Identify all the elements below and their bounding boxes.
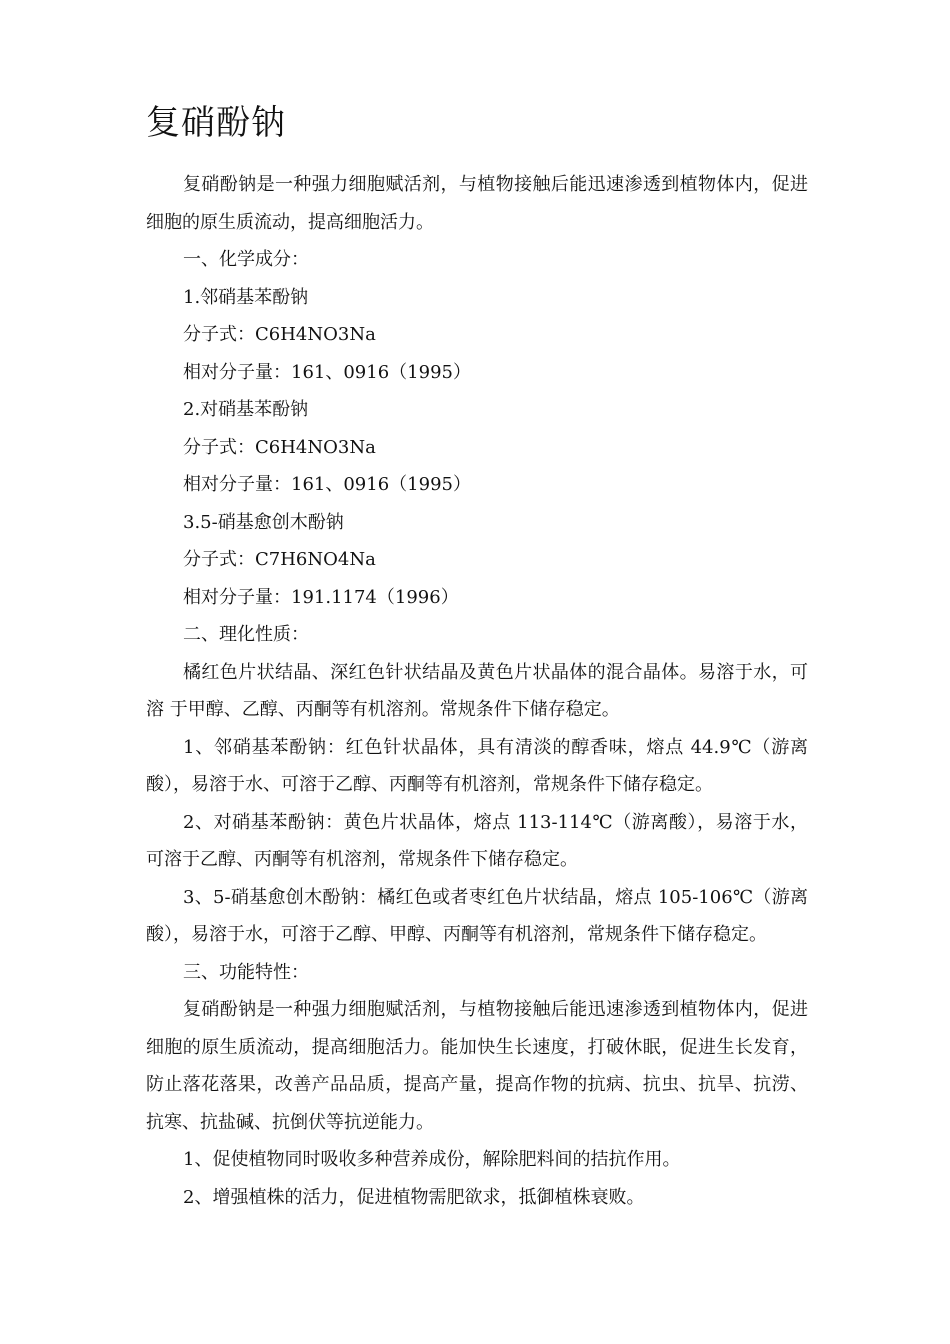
section-heading-chemical-composition: 一、化学成分：: [183, 249, 309, 270]
compound-name-1: 1.邻硝基苯酚钠: [183, 286, 309, 308]
paragraph-properties-overview: 橘红色片状结晶、深红色针状结晶及黄色片状晶体的混合晶体。易溶于水，可溶 于甲醇、乙醇、丙酮等有机溶剂。常规条件下储存稳定。: [146, 661, 808, 720]
section-heading-properties: 二、理化性质：: [183, 624, 309, 645]
document-title: 复硝酚钠: [146, 103, 286, 143]
molecular-weight-1: 相对分子量：161、0916（1995）: [183, 361, 471, 383]
molecular-weight-2: 相对分子量：161、0916（1995）: [183, 474, 471, 495]
paragraph-function-2: 2、增强植株的活力，促进植物需肥欲求，抵御植株衰败。: [183, 1186, 645, 1208]
molecular-weight-3: 相对分子量：191.1174（1996）: [183, 586, 459, 608]
paragraph-property-3: 3、5-硝基愈创木酚钠：橘红色或者枣红色片状结晶，熔点 105-106℃（游离酸），易溶于水，可溶于乙醇、甲醇、丙酮等有机溶剂，常规条件下储存稳定。: [146, 886, 808, 945]
compound-name-3: 3.5-硝基愈创木酚钠: [183, 511, 344, 533]
molecular-formula-3: 分子式：C7H6NO4Na: [183, 549, 376, 570]
paragraph-intro: 复硝酚钠是一种强力细胞赋活剂，与植物接触后能迅速渗透到植物体内，促进细胞的原生质流动，提高细胞活力。: [146, 174, 808, 233]
paragraph-property-2: 2、对硝基苯酚钠：黄色片状晶体，熔点 113-114℃（游离酸），易溶于水，可溶于乙醇、丙酮等有机溶剂，常规条件下储存稳定。: [146, 811, 808, 870]
paragraph-functions-overview: 复硝酚钠是一种强力细胞赋活剂，与植物接触后能迅速渗透到植物体内，促进细胞的原生质流动，提高细胞活力。能加快生长速度，打破休眠，促进生长发育，防止落花落果，改善产品品质，提高产量，提高作物的抗病、抗虫、抗旱、抗涝、抗寒、抗盐碱、抗倒伏等抗逆能力。: [146, 999, 808, 1133]
molecular-formula-2: 分子式：C6H4NO3Na: [183, 436, 376, 458]
section-heading-functions: 三、功能特性：: [183, 961, 309, 983]
compound-name-2: 2.对硝基苯酚钠: [183, 399, 309, 420]
document-body: [146, 166, 808, 1216]
paragraph-property-1: 1、邻硝基苯酚钠：红色针状晶体，具有清淡的醇香味，熔点 44.9℃（游离酸），易溶于水、可溶于乙醇、丙酮等有机溶剂，常规条件下储存稳定。: [146, 736, 808, 795]
molecular-formula-1: 分子式：C6H4NO3Na: [183, 324, 376, 345]
paragraph-function-1: 1、促使植物同时吸收多种营养成份，解除肥料间的拮抗作用。: [183, 1149, 681, 1170]
